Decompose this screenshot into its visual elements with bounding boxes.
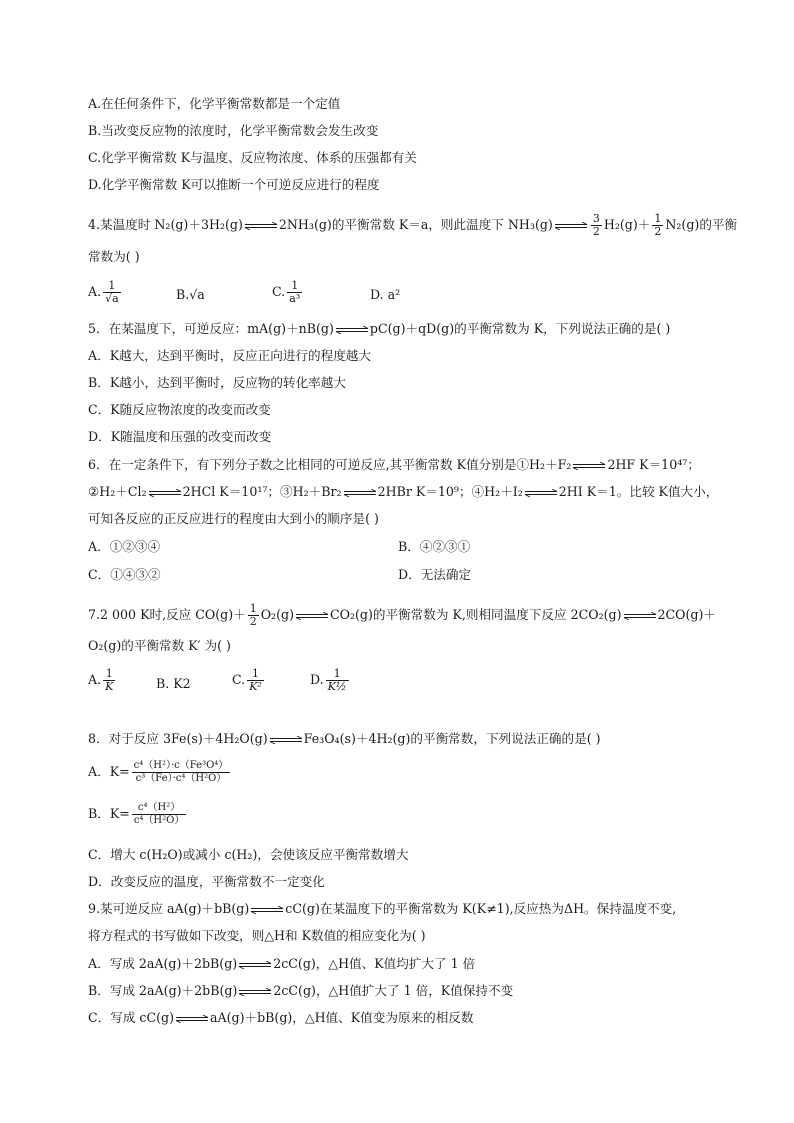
equilibrium-arrow-icon: [335, 326, 369, 334]
q4-stem-part-b: 2NH₃(g)的平衡常数 K＝a，则此温度下 NH₃(g): [278, 217, 553, 232]
q5-option-c: C．K随反应物浓度的改变而改变: [88, 402, 271, 417]
q8-option-d: D．改变反应的温度，平衡常数不一定变化: [88, 874, 325, 889]
q6-stem-line1: 6．在一定条件下，有下列分子数之比相同的可逆反应,其平衡常数 K值分别是①H₂＋F₂ 2HF K＝10⁴⁷；: [88, 457, 700, 472]
equilibrium-arrow-icon: [554, 222, 588, 230]
q7-stem-line2: O₂(g)的平衡常数 K′ 为( ): [88, 638, 231, 653]
q5-option-d: D．K随温度和压强的改变而改变: [88, 429, 272, 444]
equilibrium-arrow-icon: [524, 489, 558, 497]
equilibrium-arrow-icon: [244, 222, 278, 230]
q9-stem-line2: 将方程式的书写做如下改变，则△H和 K数值的相应变化为( ): [88, 928, 426, 943]
q6-option-a: A．①②③④: [88, 539, 161, 554]
q4-stem-line2: 常数为( ): [88, 249, 140, 264]
q3-option-c: C.化学平衡常数 K与温度、反应物浓度、体系的压强都有关: [88, 150, 417, 165]
q8-option-b: B．K= $\frac{\text{c⁴（H²）}}{\text{c⁴（H²O）}}$: [88, 802, 185, 826]
q9-option-b: B．写成 2aA(g)＋2bB(g) 2cC(g)，△H值扩大了 1 倍，K值保持不变: [88, 983, 514, 998]
equilibrium-arrow-icon: [250, 906, 284, 914]
fraction-three-halves: $\frac{3}{2}$: [592, 212, 600, 238]
equilibrium-arrow-icon: [295, 612, 329, 620]
equilibrium-arrow-icon: [623, 612, 657, 620]
q9-stem: 9.某可逆反应 aA(g)＋bB(g) cC(g)在某温度下的平衡常数为 K(K≠1),反应热为ΔH。保持温度不变,: [88, 901, 677, 916]
q6-stem-line2: ②H₂＋Cl₂ 2HCl K＝10¹⁷；③H₂＋Br₂ 2HBr K＝10⁹；④H₂＋I₂ 2HI K＝1。比较 K值大小，: [88, 484, 719, 499]
equilibrium-arrow-icon: [343, 489, 377, 497]
q4-stem-part-a: 4.某温度时 N₂(g)＋3H₂(g): [88, 217, 243, 232]
equilibrium-arrow-icon: [175, 1015, 209, 1023]
equilibrium-arrow-icon: [238, 961, 272, 969]
q6-option-b: B．④②③①: [398, 539, 471, 554]
q7-option-a: A. $\frac{1}{K}$: [88, 667, 114, 693]
q7-option-b: B. K2: [156, 676, 191, 691]
q6-stem-line3: 可知各反应的正反应进行的程度由大到小的顺序是( ): [88, 511, 379, 526]
q4-option-c: C. $\frac{1}{\text{a³}}$: [272, 279, 301, 305]
q7-stem: 7.2 000 K时,反应 CO(g)＋ $\frac{1}{2}$ O₂(g) CO₂(g)的平衡常数为 K,则相同温度下反应 2CO₂(g) 2CO(g)＋: [88, 602, 716, 628]
fraction-one-half: $\frac{1}{2}$: [249, 602, 257, 628]
equilibrium-arrow-icon: [238, 988, 272, 996]
q7-option-d: D. $\frac{1}{\text{K½}}$: [310, 667, 347, 693]
q6-option-d: D．无法确定: [398, 567, 472, 582]
equilibrium-arrow-icon: [148, 489, 182, 497]
equilibrium-arrow-icon: [269, 736, 303, 744]
q7-option-c: C. $\frac{1}{\text{K²}}$: [232, 667, 262, 693]
q5-option-b: B．K越小，达到平衡时，反应物的转化率越大: [88, 375, 346, 390]
q4-stem-part-d: N₂(g)的平衡: [665, 217, 738, 232]
q6-option-c: C．①④③②: [88, 567, 161, 582]
q3-option-a: A.在任何条件下，化学平衡常数都是一个定值: [88, 96, 341, 111]
q9-option-c: C．写成 cC(g) aA(g)＋bB(g)，△H值、K值变为原来的相反数: [88, 1010, 474, 1025]
fraction-one-half: $\frac{1}{2}$: [654, 212, 662, 238]
q5-stem: 5．在某温度下，可逆反应：mA(g)＋nB(g) pC(g)＋qD(g)的平衡常数为 K，下列说法正确的是( ): [88, 321, 671, 336]
q5-option-a: A．K越大，达到平衡时，反应正向进行的程度越大: [88, 348, 371, 363]
q4-stem-part-c: H₂(g)＋: [603, 217, 651, 232]
q3-option-d: D.化学平衡常数 K可以推断一个可逆反应进行的程度: [88, 177, 380, 192]
q4-option-b: B.√a: [176, 287, 205, 302]
q4-option-a: A. $\frac{1}{√a}$: [88, 279, 119, 305]
equilibrium-arrow-icon: [572, 462, 606, 470]
q8-option-a: A．K= $\frac{\text{c⁴（H²）·c（Fe³O⁴）}}{\text{c³（Fe）·c⁴（H²O）}}$: [88, 760, 229, 784]
q4-stem: [88, 213, 737, 238]
q3-option-b: B.当改变反应物的浓度时，化学平衡常数会发生改变: [88, 123, 379, 138]
q9-option-a: A．写成 2aA(g)＋2bB(g) 2cC(g)，△H值、K值均扩大了 1 倍: [88, 956, 476, 971]
q4-option-d: D. a²: [370, 287, 401, 302]
q8-option-c: C．增大 c(H₂O)或减小 c(H₂)，会使该反应平衡常数增大: [88, 847, 409, 862]
q8-stem: 8．对于反应 3Fe(s)＋4H₂O(g) Fe₃O₄(s)＋4H₂(g)的平衡常数，下列说法正确的是( ): [88, 731, 601, 746]
